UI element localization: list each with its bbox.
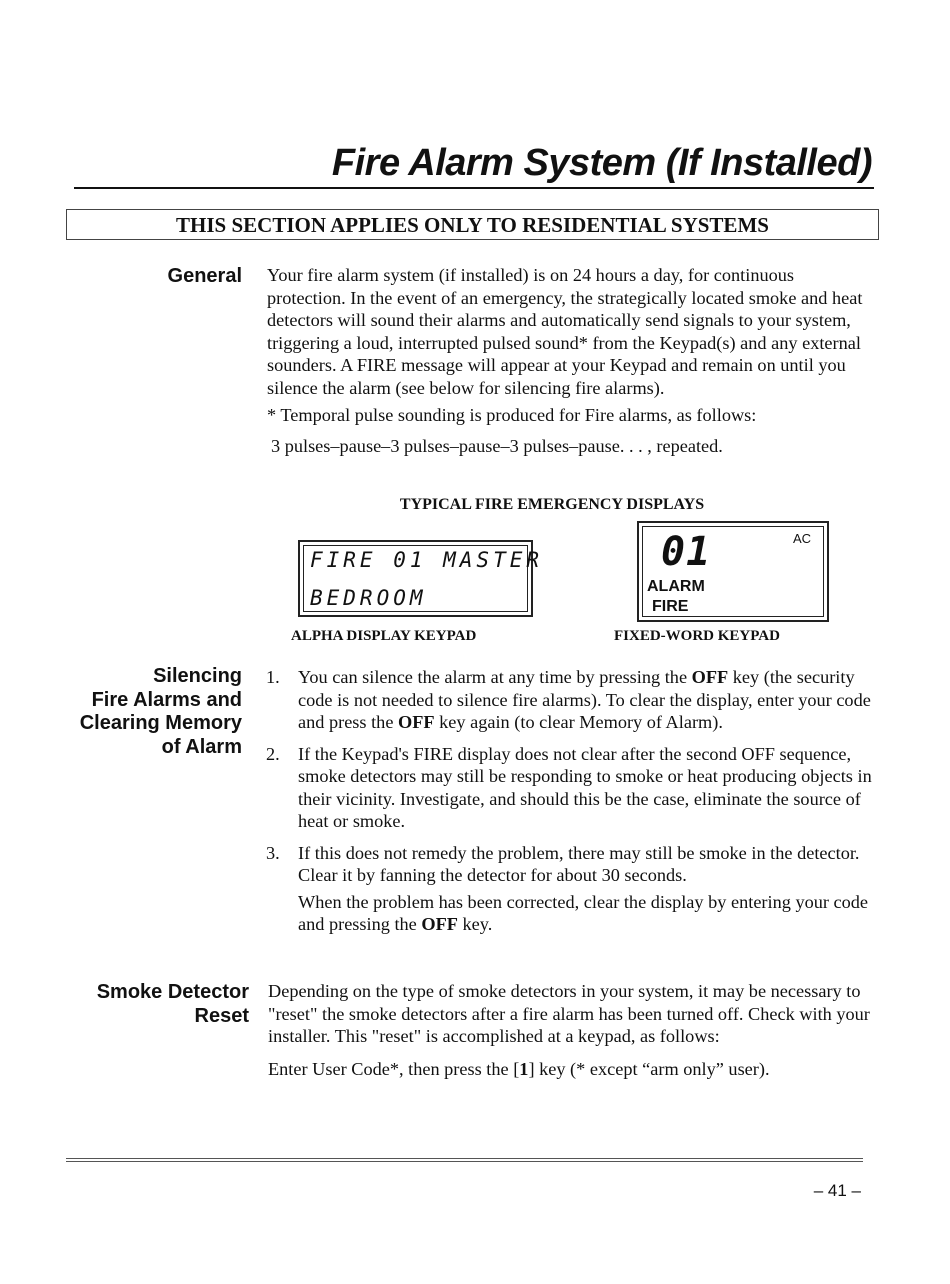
alpha-display <box>298 540 544 617</box>
fixed-word-caption: FIXED-WORD KEYPAD <box>614 628 780 644</box>
section-banner: THIS SECTION APPLIES ONLY TO RESIDENTIAL SYSTEMS <box>66 209 879 240</box>
fixed-display-alarm: ALARM <box>647 578 705 595</box>
fixed-word-display <box>637 521 829 622</box>
step-text: key again (to clear Memory of Alarm). <box>434 712 723 732</box>
general-section <box>267 264 867 457</box>
step-text: If the Keypad's FIRE display does not clear after the second OFF sequence, smoke detectors may still be responding to smoke or heat producing objects in their vicinity. Investigate, and should this be the case, eliminate the source of heat or smoke. <box>298 743 872 831</box>
title-rule <box>74 187 874 189</box>
silencing-heading-line: of Alarm <box>161 735 242 758</box>
fixed-display-zone: 01 <box>661 529 712 575</box>
displays-heading: TYPICAL FIRE EMERGENCY DISPLAYS <box>399 496 705 513</box>
instruction-text: Enter User Code*, then press the [ <box>268 1058 520 1079</box>
smoke-reset-heading-line: Reset <box>194 1004 249 1027</box>
silencing-heading-line: Fire Alarms and <box>91 688 242 711</box>
list-item <box>266 842 878 936</box>
instruction-text: ] key (* except “arm only” user). <box>528 1058 770 1079</box>
footer-rule <box>66 1158 863 1159</box>
footer-rule <box>66 1161 863 1162</box>
step-text: key (the security code is not needed to silence fire alarms). To clear the display, enter your code and press the <box>298 667 871 732</box>
step-text: You can silence the alarm at any time by pressing the <box>298 667 692 687</box>
fixed-display-ac: AC <box>792 531 811 546</box>
smoke-reset-section <box>268 980 872 1080</box>
step-text: When the problem has been corrected, clear the display by entering your code and pressing the <box>298 891 869 934</box>
step-number: 2. <box>266 743 280 764</box>
off-key-label: OFF <box>398 712 435 732</box>
silencing-steps <box>266 666 878 936</box>
page-number: – 41 – <box>813 1181 861 1200</box>
silencing-heading-line: Clearing Memory <box>79 712 242 734</box>
step-text: If this does not remedy the problem, there may still be smoke in the detector. Clear it by fanning the detector for about 30 seconds. <box>298 842 860 885</box>
silencing-section <box>266 666 878 945</box>
smoke-reset-paragraph: Depending on the type of smoke detectors in your system, it may be necessary to "reset" the smoke detectors after a fire alarm has been turned off. Check with your installer. This "reset" is accomplished at a keypad, as follows: <box>268 981 870 1046</box>
general-paragraph: Your fire alarm system (if installed) is on 24 hours a day, for continuous protection. In the event of an emergency, the strategically located smoke and heat detectors will sound their alarms and automatically send signals to your system, triggering a loud, interrupted pulsed sound* from the Keypad(s) and any external sounders. A FIRE message will appear at your Keypad and remain on until you silence the alarm (see below for silencing fire alarms). <box>267 265 863 398</box>
silencing-heading-line: Silencing <box>153 665 242 687</box>
alpha-display-caption: ALPHA DISPLAY KEYPAD <box>291 628 477 644</box>
smoke-reset-heading-line: Smoke Detector <box>96 981 249 1003</box>
list-item <box>266 666 878 734</box>
pulse-pattern: 3 pulses–pause–3 pulses–pause–3 pulses–pause. . . , repeated. <box>271 435 723 456</box>
key-label: 1 <box>519 1058 529 1079</box>
silencing-heading <box>80 665 242 759</box>
step-followup <box>298 891 878 936</box>
temporal-footnote: * Temporal pulse sounding is produced for Fire alarms, as follows: <box>267 405 757 425</box>
off-key-label: OFF <box>421 914 458 934</box>
off-key-label: OFF <box>691 667 729 687</box>
smoke-reset-heading <box>97 981 249 1028</box>
page-title: Fire Alarm System (If Installed) <box>331 142 872 184</box>
step-number: 3. <box>266 842 280 863</box>
general-heading: General <box>167 265 242 287</box>
step-text: key. <box>457 914 493 934</box>
alpha-display-line1: FIRE 01 MASTER <box>310 548 544 572</box>
smoke-reset-instruction <box>268 1058 872 1081</box>
list-item <box>266 743 878 833</box>
step-number: 1. <box>266 667 280 687</box>
fixed-display-fire: FIRE <box>652 598 689 615</box>
alpha-display-line2: BEDROOM <box>310 586 427 610</box>
